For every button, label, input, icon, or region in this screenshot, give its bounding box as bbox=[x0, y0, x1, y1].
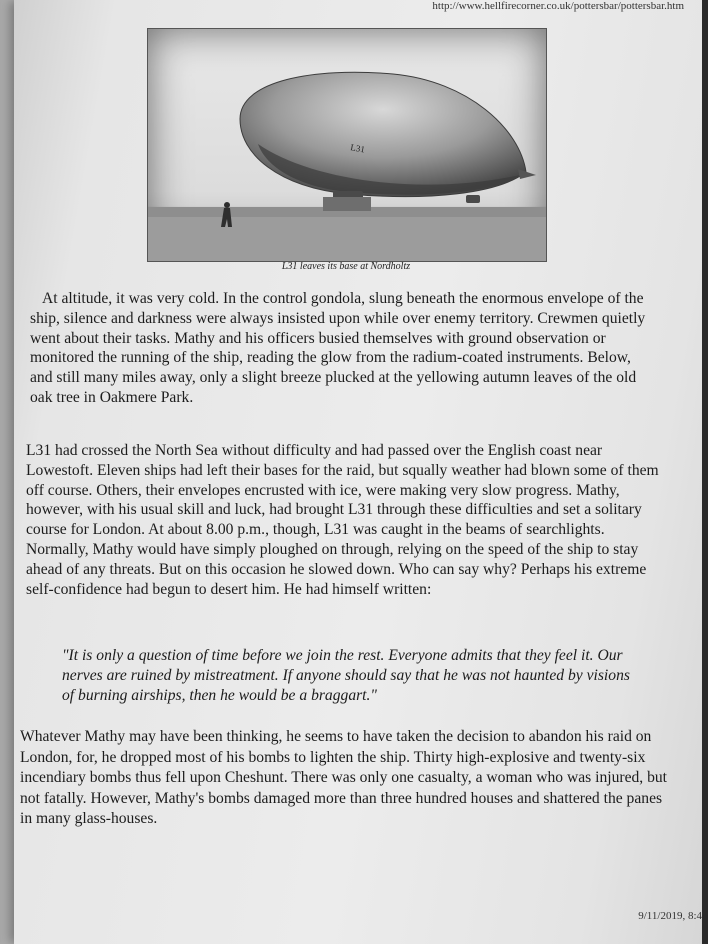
page-shadow-edge bbox=[702, 0, 708, 944]
aft-gondola bbox=[466, 195, 480, 203]
paragraph-1: At altitude, it was very cold. In the control gondola, slung beneath the enormous envelope of the ship, silence and darkness were always insisted upon while over enemy territory. Crewmen quietly went about their tasks. Mathy and his officers busied themselves with ground observation or monitored the running of the ship, reading the glow from the radium-coated instruments. Below, and still many miles away, only a slight breeze plucked at the yellowing autumn leaves of the old oak tree in Oakmere Park. bbox=[30, 290, 646, 406]
photo-caption: L31 leaves its base at Nordholtz bbox=[281, 261, 411, 272]
header-url: http://www.hellfirecorner.co.uk/pottersbar/pottersbar.htm bbox=[432, 0, 684, 12]
ground-crew-group bbox=[323, 197, 371, 211]
mathy-quote: "It is only a question of time before we join the rest. Everyone admits that they feel it. Our nerves are ruined by mistreatment. If anyone should say that he was not haunted by visions of burning airships, then he would be a braggart." bbox=[62, 647, 630, 704]
paragraph-3: Whatever Mathy may have been thinking, he seems to have taken the decision to abandon his raid on London, for, he dropped most of his bombs to lighten the ship. Thirty high-explosive and twenty-six incendiary bombs thus fell upon Cheshunt. There was only one casualty, a woman who was injured, but not fatally. However, Mathy's bombs damaged more than three hundred houses and shattered the panes in many glass-houses. bbox=[20, 728, 668, 827]
airfield-ground bbox=[148, 217, 546, 261]
zeppelin-photo bbox=[147, 28, 547, 262]
airship-hull bbox=[240, 72, 526, 196]
figure-head bbox=[224, 202, 230, 208]
footer-date: 9/11/2019, 8:4 bbox=[638, 910, 702, 922]
ship-marking: L31 bbox=[349, 142, 366, 155]
zeppelin-illustration bbox=[148, 29, 546, 261]
airship-tail bbox=[518, 169, 536, 179]
paragraph-2: L31 had crossed the North Sea without difficulty and had passed over the English coast near Lowestoft. Eleven ships had left their bases for the raid, but squally weather had blown some of them off course. Others, their envelopes encrusted with ice, were making very slow progress. Mathy, however, with his usual skill and luck, had brought L31 through these difficulties and set a solitary course for London. At about 8.00 p.m., though, L31 was caught in the beams of searchlights. Normally, Mathy would have simply ploughed on through, relying on the speed of the ship to stay ahead of any threats. But on this occasion he slowed down. Who can say why? Perhaps his extreme self-confidence had begun to desert him. He had himself written: bbox=[26, 442, 659, 598]
